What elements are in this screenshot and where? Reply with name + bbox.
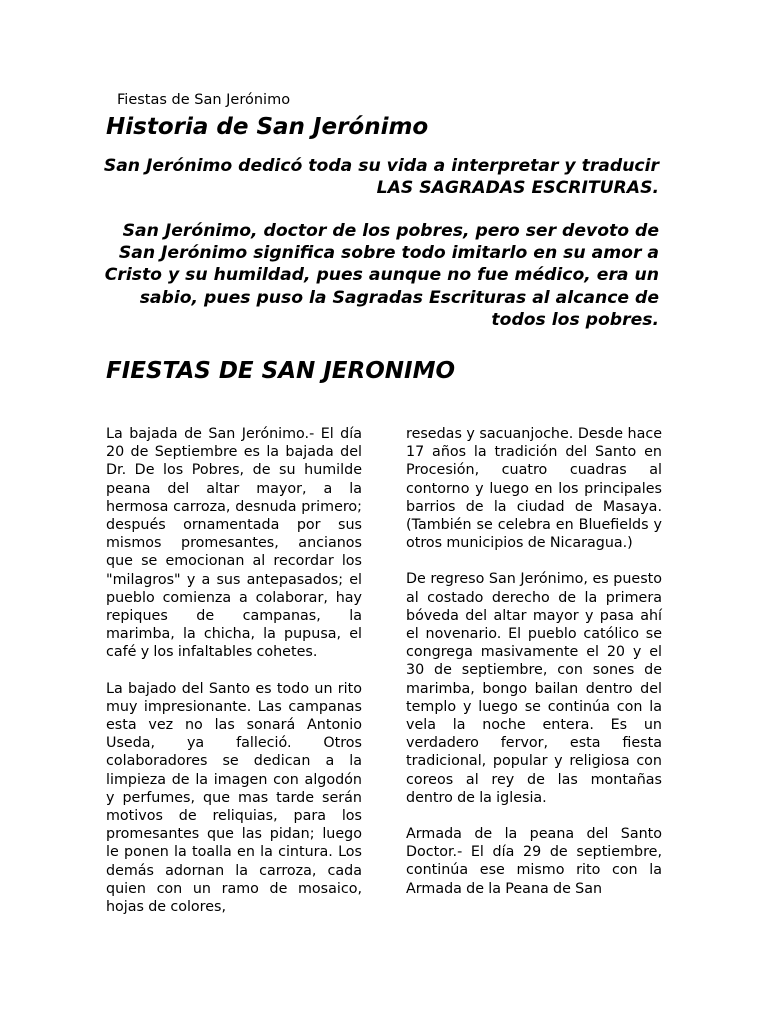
right-column [406, 425, 662, 916]
body-paragraph: La bajada de San Jerónimo.- El día 20 de Septiembre es la bajada del Dr. De los Pobres, de su humilde peana del altar mayor, a la hermosa carroza, desnuda primero; después ornamentada por sus mismos promesantes, ancianos que se emocionan al recordar los "milagros" y a sus antepasados; el pueblo comienza a colaborar, hay repiques de campanas, la marimba, la chicha, la pupusa, el café y los infaltables cohetes. [106, 426, 362, 661]
body-paragraph: De regreso San Jerónimo, es puesto al costado derecho de la primera bóveda del altar mayor y pasa ahí el novenario. El pueblo católico se congrega masivamente el 20 y el 30 de septiembre, con sones de marimba, bongo bailan dentro del templo y luego se continúa con la vela la noche entera. Es un verdadero fervor, esta fiesta tradicional, popular y religiosa con coreos al rey de las montañas dentro de la iglesia. [406, 571, 662, 806]
running-header: Fiestas de San Jerónimo [117, 92, 291, 108]
section-heading: FIESTAS DE SAN JERONIMO [106, 358, 456, 384]
body-paragraph: resedas y sacuanjoche. Desde hace 17 años la tradición del Santo en Procesión, cuatro cuadras al contorno y luego en los principales barrios de la ciudad de Masaya. (También se celebra en Bluefields y otros municipios de Nicaragua.) [406, 426, 662, 552]
document-title: Historia de San Jerónimo [106, 114, 429, 140]
left-column [106, 425, 362, 934]
body-paragraph: Armada de la peana del Santo Doctor.- El día 29 de septiembre, continúa ese mismo rito con la Armada de la Peana de San [406, 826, 662, 897]
intro-paragraph: San Jerónimo dedicó toda su vida a interpretar y traducir LAS SAGRADAS ESCRITURAS. [103, 156, 659, 199]
intro-paragraph: San Jerónimo, doctor de los pobres, pero ser devoto de San Jerónimo significa sobre todo imitarlo en su amor a Cristo y su humildad, pues aunque no fue médico, era un sabio, pues puso la Sagradas Escrituras al alcance de todos los pobres. [104, 221, 659, 330]
body-paragraph: La bajado del Santo es todo un rito muy impresionante. Las campanas esta vez no las sonará Antonio Useda, ya falleció. Otros colaboradores se dedican a la limpieza de la imagen con algodón y perfumes, que mas tarde serán motivos de reliquias, para los promesantes que las pidan; luego le ponen la toalla en la cintura. Los demás adornan la carroza, cada quien con un ramo de mosaico, hojas de colores, [106, 680, 362, 916]
